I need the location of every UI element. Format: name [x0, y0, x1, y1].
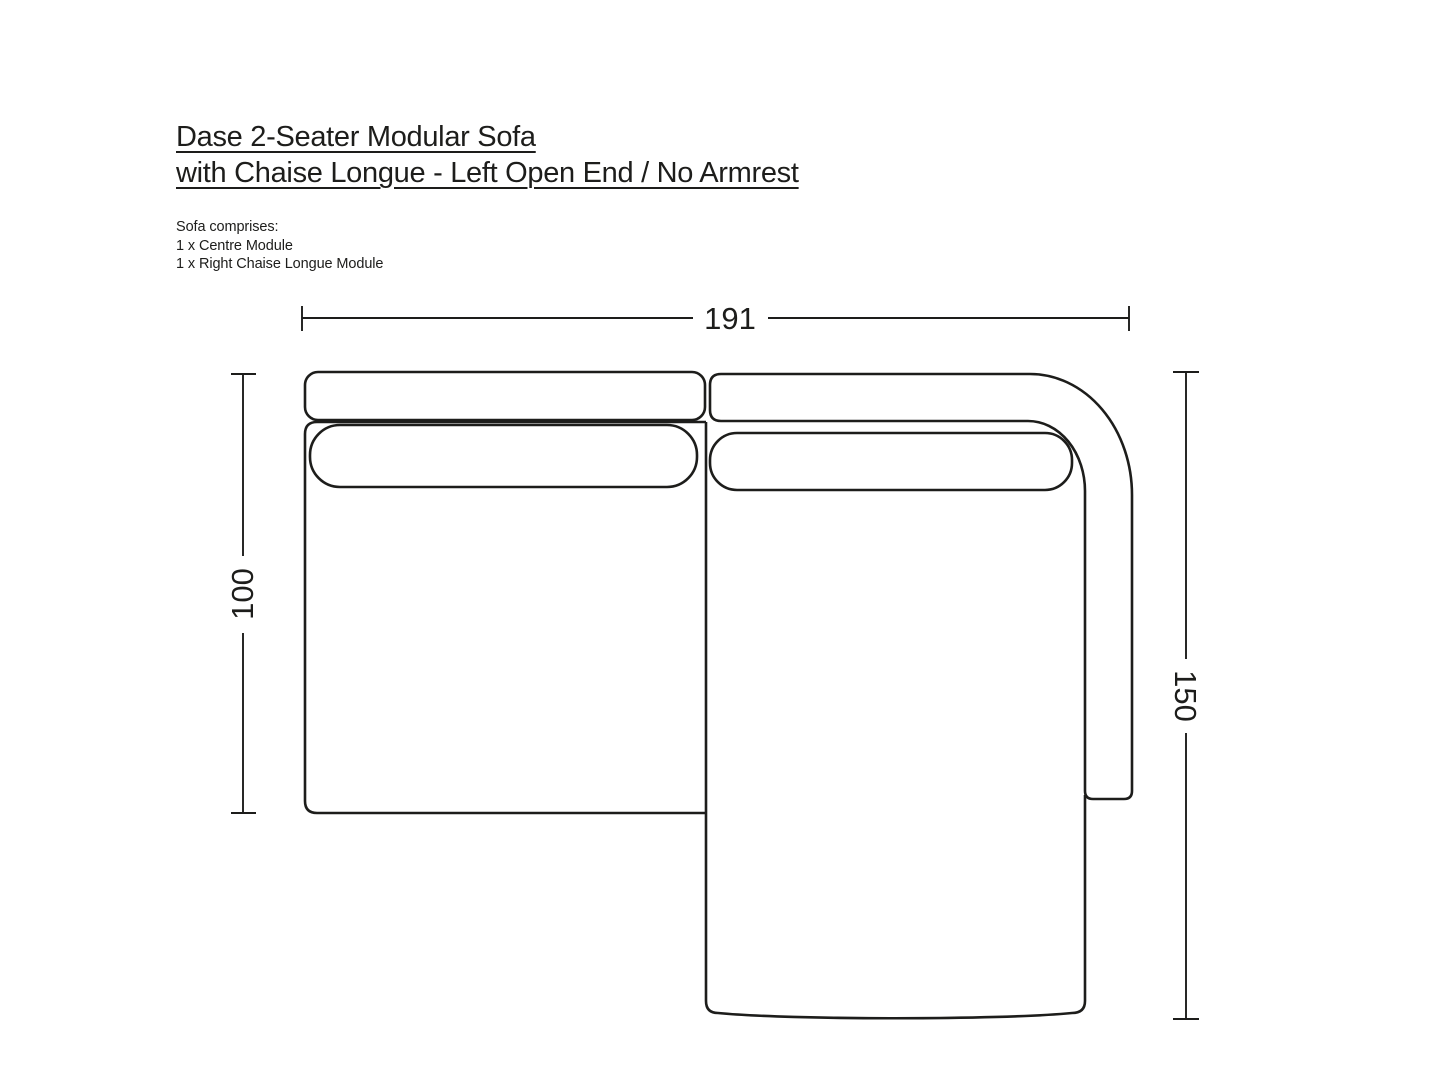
title-text-2: with Chaise Longue - Left Open End / No Armrest	[176, 157, 799, 189]
chaise-backrest-arm	[710, 374, 1132, 799]
right-depth-dimension-label: 150	[1168, 670, 1203, 722]
left-depth-dimension-label: 100	[225, 568, 260, 620]
centre-back-cushion	[305, 372, 705, 420]
chaise-module	[706, 374, 1132, 1018]
centre-module-body	[305, 422, 706, 813]
chaise-seat-back-cushion	[710, 433, 1072, 490]
centre-module	[305, 372, 706, 813]
comprises-item-2: 1 x Right Chaise Longue Module	[176, 256, 384, 272]
comprises-item-1: 1 x Centre Module	[176, 237, 293, 254]
centre-seat-back-cushion	[310, 425, 697, 487]
width-dimension-label: 191	[704, 301, 756, 336]
chaise-body	[706, 422, 1085, 1018]
title-text-1: Dase 2-Seater Modular Sofa	[176, 121, 536, 153]
comprises-heading: Sofa comprises:	[176, 219, 279, 235]
